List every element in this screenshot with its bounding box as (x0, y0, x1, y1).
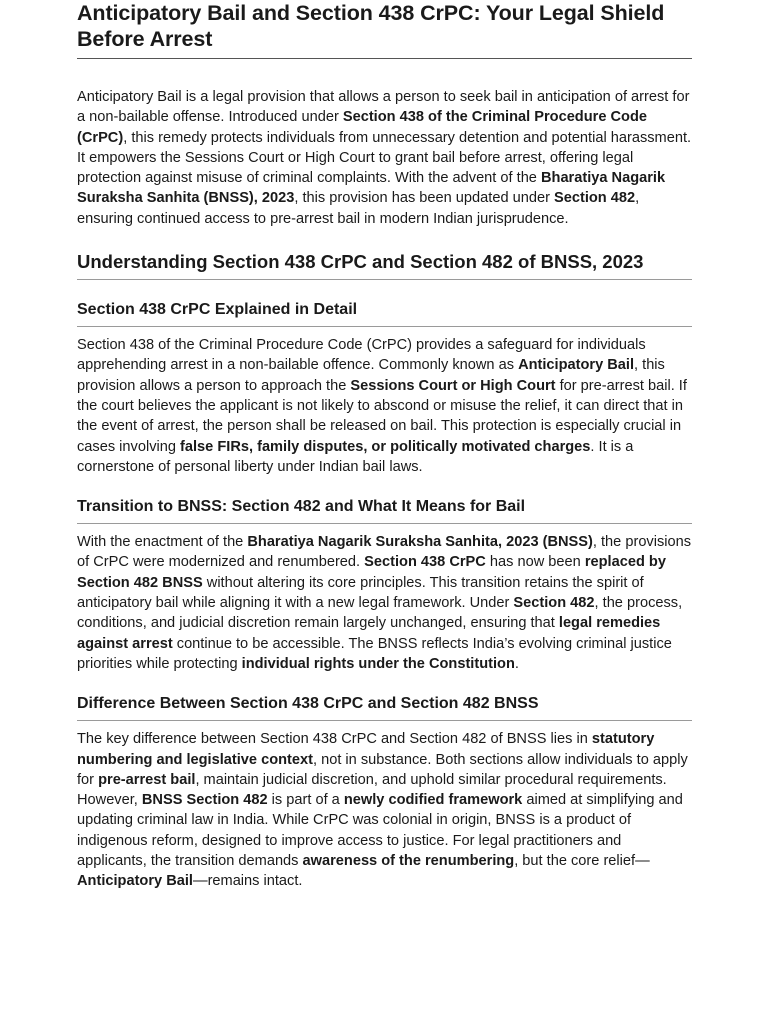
paragraph-explained (77, 335, 692, 477)
bold-text-run: statutory numbering and legislative context (77, 731, 655, 768)
bold-text-run: individual rights under the Constitution (241, 655, 515, 672)
bold-text-run: replaced by Section 482 BNSS (77, 554, 666, 591)
bold-text-run: Bharatiya Nagarik Suraksha Sanhita (BNSS), 2023 (77, 170, 666, 207)
text-run: The key difference between Section 438 CrPC and Section 482 of BNSS lies in (77, 731, 592, 748)
bold-text-run: pre-arrest bail (98, 771, 196, 788)
text-run: for pre-arrest bail. If the court believes the applicant is not likely to abscond or misuse the relief, it can direct that in the event of arrest, the person shall be released on bail. This protection is especially crucial in cases involving (77, 377, 687, 455)
subheading-difference: Difference Between Section 438 CrPC and Section 482 BNSS (77, 694, 692, 721)
bold-text-run: newly codified framework (343, 792, 523, 809)
bold-text-run: legal remedies against arrest (77, 615, 661, 652)
bold-text-run: Anticipatory Bail (518, 357, 635, 374)
page-title: Anticipatory Bail and Section 438 CrPC: Your Legal Shield Before Arrest (77, 0, 692, 59)
bold-text-run: Anticipatory Bail (77, 873, 193, 890)
text-run: , not in substance. Both sections allow individuals to apply for (77, 751, 688, 788)
bold-text-run: awareness of the renumbering (302, 853, 515, 870)
bold-text-run: false FIRs, family disputes, or politically motivated charges (180, 438, 591, 455)
text-run: , maintain judicial discretion, and uphold similar procedural requirements. However, (77, 771, 667, 809)
bold-text-run: Sessions Court or High Court (350, 377, 556, 394)
text-run: , the provisions of CrPC were modernized and renumbered. (77, 534, 692, 571)
text-run: continue to be accessible. The BNSS reflects India’s evolving criminal justice priorities while protecting (77, 635, 672, 672)
text-run: . (514, 655, 519, 672)
text-run: —remains intact. (192, 873, 303, 890)
subheading-explained: Section 438 CrPC Explained in Detail (77, 300, 692, 327)
text-run: without altering its core principles. This transition retains the spirit of anticipatory bail while aligning it with a new legal framework. Under (77, 574, 644, 612)
subheading-transition: Transition to BNSS: Section 482 and What It Means for Bail (77, 497, 692, 524)
text-run: With the enactment of the (77, 534, 248, 551)
text-run: , the process, conditions, and judicial discretion remain largely unchanged, ensuring that (77, 595, 683, 632)
text-run: , this provision has been updated under (294, 190, 554, 207)
paragraph-transition (77, 532, 692, 674)
bold-text-run: Section 438 of the Criminal Procedure Code (CrPC) (77, 109, 647, 146)
text-run: Anticipatory Bail is a legal provision that allows a person to seek bail in anticipation of arrest for a non-bailable offense. Introduced under (77, 89, 690, 126)
bold-text-run: Section 482 (554, 190, 636, 207)
text-run: , ensuring continued access to pre-arrest bail in modern Indian jurisprudence. (77, 190, 640, 227)
bold-text-run: Section 482 (513, 595, 595, 612)
text-run: , but the core relief— (514, 853, 650, 870)
bold-text-run: Section 438 CrPC (364, 554, 486, 571)
paragraph-difference (77, 729, 692, 891)
text-run: Section 438 of the Criminal Procedure Code (CrPC) provides a safeguard for individuals apprehending arrest in a non-bailable offence. Commonly known as (77, 337, 646, 374)
section-heading: Understanding Section 438 CrPC and Section 482 of BNSS, 2023 (77, 250, 692, 280)
bold-text-run: BNSS Section 482 (141, 792, 268, 809)
text-run: , this provision allows a person to approach the (77, 357, 665, 394)
intro-paragraph (77, 87, 692, 229)
article (77, 0, 692, 892)
text-run: , this remedy protects individuals from unnecessary detention and potential harassment. It empowers the Sessions Court or High Court to grant bail before arrest, offering legal protection against misuse of criminal complaints. With the advent of the (77, 129, 692, 187)
text-run: is part of a (267, 792, 344, 809)
bold-text-run: Bharatiya Nagarik Suraksha Sanhita, 2023 (BNSS) (247, 534, 593, 551)
text-run: has now been (485, 554, 585, 571)
text-run: . It is a cornerstone of personal liberty under Indian bail laws. (77, 438, 634, 475)
text-run: aimed at simplifying and updating criminal law in India. While CrPC was colonial in origin, BNSS is a product of indigenous reform, designed to improve access to justice. For legal practitioners and applicants, the transition demands (77, 792, 683, 870)
